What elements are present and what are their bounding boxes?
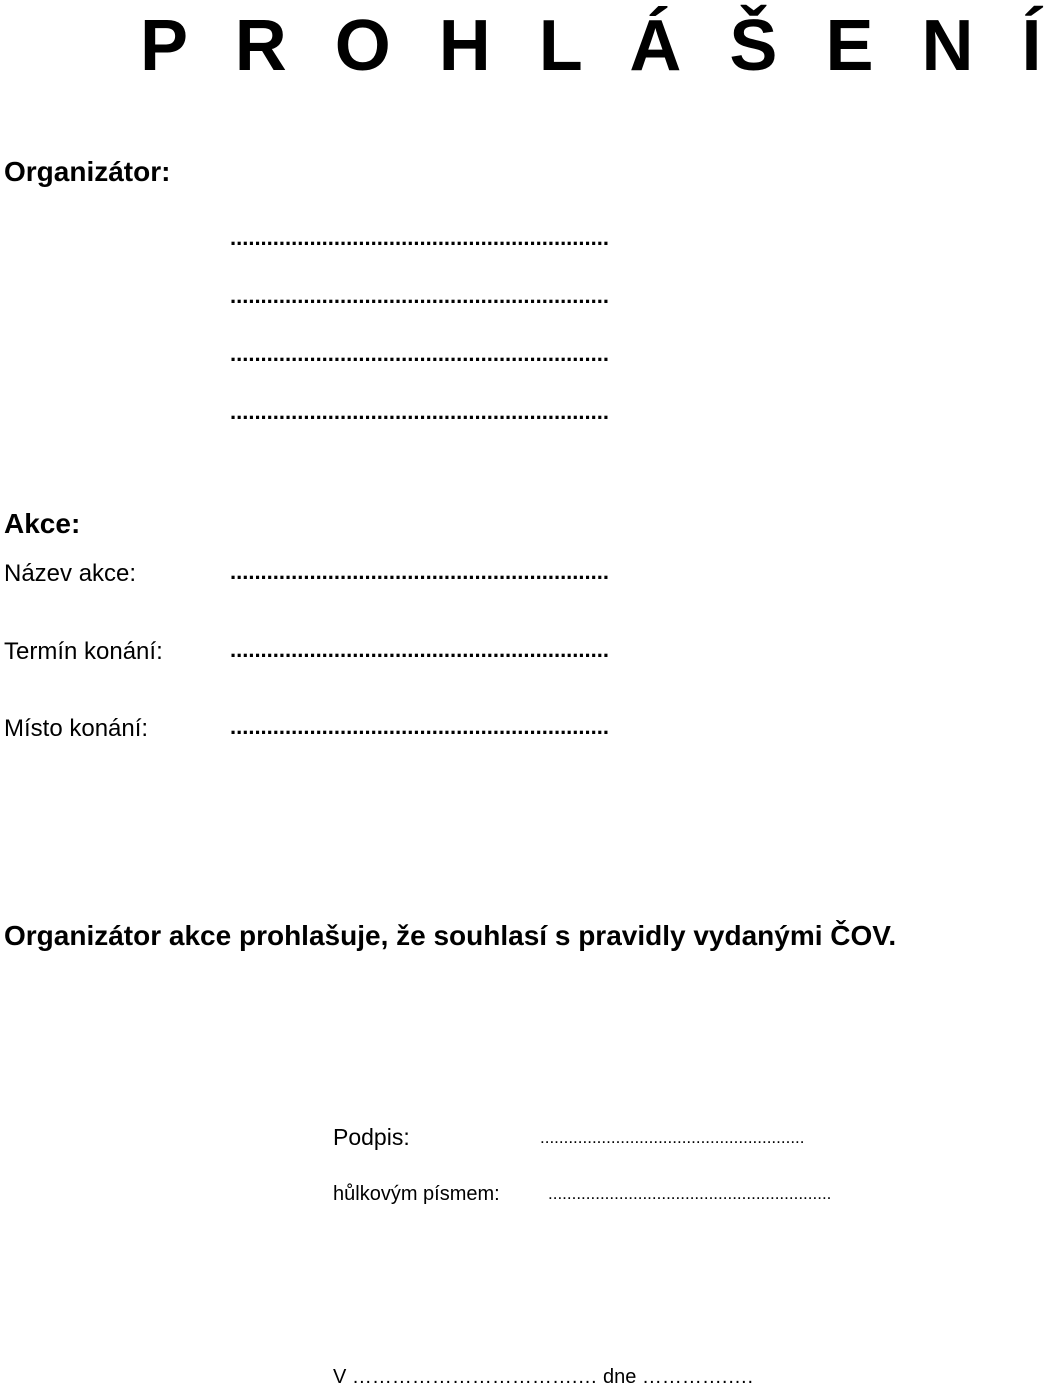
organizer-line-1[interactable]: .............................................................. bbox=[230, 225, 609, 250]
organizer-line-3[interactable]: .............................................................. bbox=[230, 341, 609, 366]
organizer-line-2[interactable]: .............................................................. bbox=[230, 283, 609, 308]
organizer-line-4[interactable]: .............................................................. bbox=[230, 399, 609, 424]
event-date-label: Termín konání: bbox=[4, 638, 163, 665]
signature-field[interactable]: ........................................................ bbox=[540, 1128, 805, 1147]
declaration-statement: Organizátor akce prohlašuje, že souhlasí s pravidly vydanými ČOV. bbox=[4, 920, 897, 951]
event-heading: Akce: bbox=[4, 508, 81, 539]
event-name-field[interactable]: .............................................................. bbox=[230, 559, 609, 584]
place-date-line[interactable]: V …………………………….… dne ………….…. bbox=[333, 1366, 754, 1388]
print-name-field[interactable]: ............................................................ bbox=[548, 1184, 832, 1203]
page-title: P R O H L Á Š E N Í bbox=[140, 6, 1055, 86]
organizer-label: Organizátor: bbox=[4, 156, 171, 187]
event-name-label: Název akce: bbox=[4, 560, 137, 587]
event-date-field[interactable]: .............................................................. bbox=[230, 637, 609, 662]
event-place-label: Místo konání: bbox=[4, 715, 149, 742]
print-name-label: hůlkovým písmem: bbox=[333, 1183, 500, 1205]
signature-label: Podpis: bbox=[333, 1124, 410, 1150]
event-place-field[interactable]: .............................................................. bbox=[230, 714, 609, 739]
